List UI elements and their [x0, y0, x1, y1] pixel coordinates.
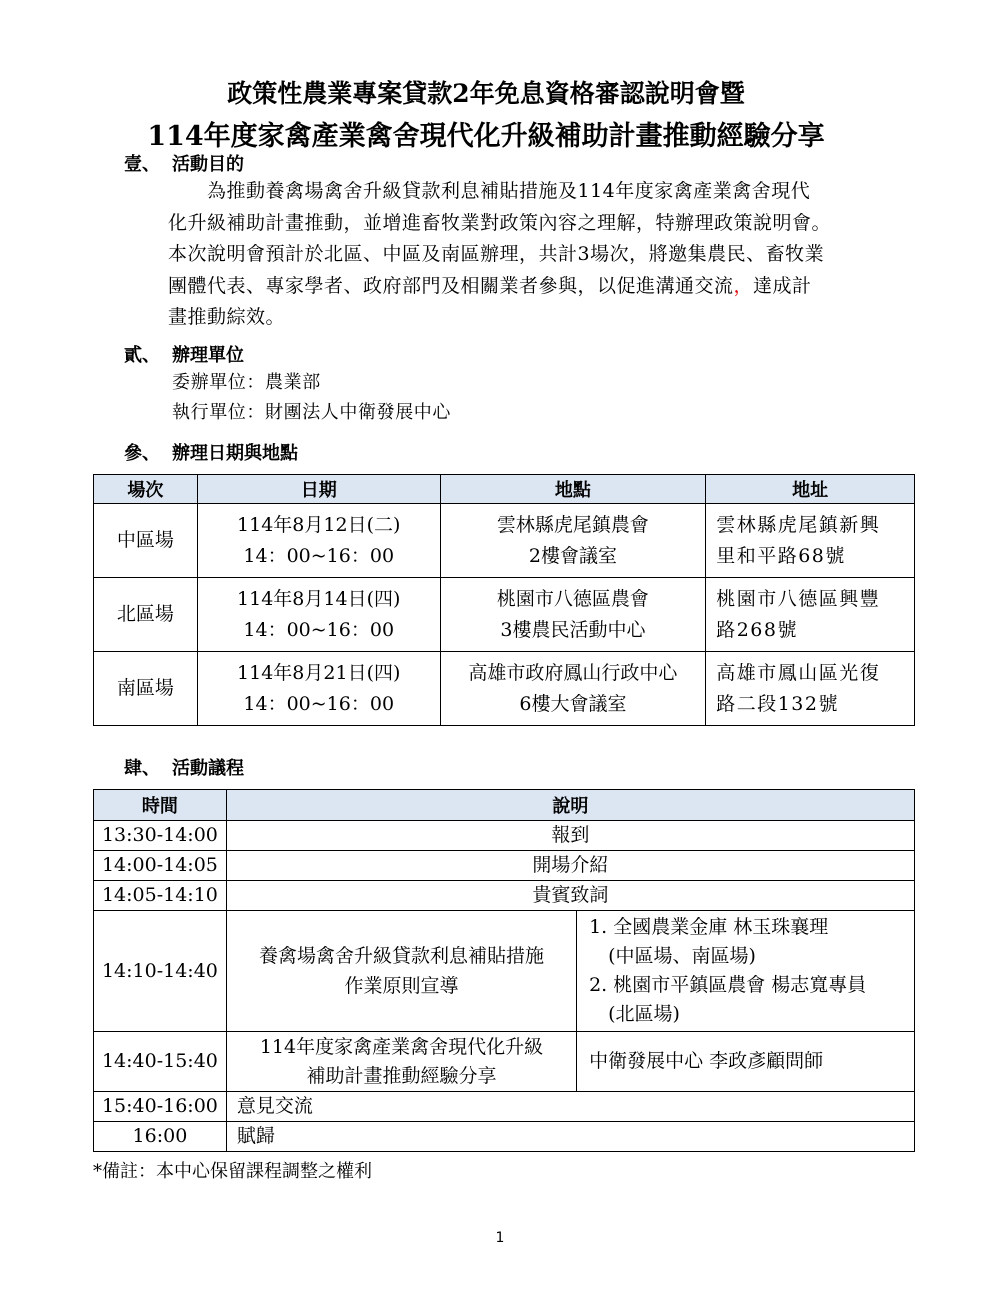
venue-line: 高雄市政府鳳山行政中心 [468, 661, 678, 684]
address-line: 桃園市八德區興豐 [716, 587, 881, 610]
date-cell [197, 504, 440, 578]
address-line: 路268號 [716, 618, 798, 641]
date-text: 114年8月12日(二) [237, 513, 401, 536]
date-text: 114年8月14日(四) [237, 587, 401, 610]
session-cell: 北區場 [94, 578, 198, 652]
speaker-line: 2. 桃園市平鎮區農會 楊志寬專員 [589, 974, 867, 996]
agenda-description: 賦歸 [226, 1122, 914, 1152]
agenda-row [94, 911, 915, 1032]
agenda-time: 15:40-16:00 [94, 1092, 227, 1122]
date-cell [197, 652, 440, 726]
agenda-description: 開場介紹 [226, 851, 914, 881]
venue-line: 6樓大會議室 [519, 692, 627, 715]
topic-line: 作業原則宣導 [344, 975, 459, 997]
section1-heading [124, 150, 244, 176]
date-text: 114年8月21日(四) [237, 661, 401, 684]
topic-line: 補助計畫推動經驗分享 [306, 1064, 497, 1087]
executor-line: 執行單位：財團法人中衛發展中心 [172, 402, 451, 423]
agenda-time: 14:10-14:40 [94, 911, 227, 1032]
speaker-line: (北區場) [589, 1003, 680, 1025]
time-text: 14：00~16：00 [243, 618, 395, 641]
time-text: 14：00~16：00 [243, 544, 395, 567]
agenda-time: 13:30-14:00 [94, 821, 227, 851]
document-title-line2: 114年度家禽產業禽舍現代化升級補助計畫推動經驗分享 [147, 121, 825, 152]
time-text: 14：00~16：00 [243, 692, 395, 715]
header-time: 時間 [94, 790, 227, 821]
venue-cell [440, 652, 706, 726]
paragraph-text: 達成計 [753, 274, 812, 297]
agenda-topic [226, 911, 576, 1032]
header-session: 場次 [94, 475, 198, 504]
agenda-table-header [94, 790, 915, 821]
address-line: 路二段132號 [716, 692, 839, 715]
venue-row-north [94, 578, 915, 652]
agenda-description: 意見交流 [226, 1092, 914, 1122]
paragraph-line: 本次說明會預計於北區、中區及南區辦理，共計3場次，將邀集農民、畜牧業 [168, 243, 825, 265]
section3-title: 辦理日期與地點 [172, 443, 298, 464]
speaker-line: (中區場、南區場) [589, 945, 756, 967]
address-line: 雲林縣虎尾鎮新興 [716, 513, 881, 536]
header-address: 地址 [706, 475, 915, 504]
venue-row-south [94, 652, 915, 726]
venue-line: 雲林縣虎尾鎮農會 [496, 513, 649, 536]
address-line: 里和平路68號 [716, 544, 846, 567]
section4-heading [124, 754, 244, 780]
agenda-time: 14:40-15:40 [94, 1032, 227, 1092]
header-venue: 地點 [440, 475, 706, 504]
page-number: 1 [495, 1230, 505, 1246]
venue-line: 2樓會議室 [528, 544, 617, 567]
section2-title: 辦理單位 [172, 345, 244, 366]
venue-line: 桃園市八德區農會 [496, 587, 649, 610]
venue-row-central [94, 504, 915, 578]
address-cell [706, 652, 915, 726]
section4-title: 活動議程 [172, 758, 244, 779]
agenda-row [94, 881, 915, 911]
venue-cell [440, 578, 706, 652]
paragraph-line [168, 271, 928, 303]
venue-table [93, 474, 915, 726]
session-cell: 中區場 [94, 504, 198, 578]
venue-line: 3樓農民活動中心 [500, 618, 646, 641]
paragraph-line: 化升級補助計畫推動，並增進畜牧業對政策內容之理解，特辦理政策說明會。 [168, 211, 832, 234]
address-cell [706, 504, 915, 578]
agenda-row [94, 821, 915, 851]
date-cell [197, 578, 440, 652]
speaker-line: 1. 全國農業金庫 林玉珠襄理 [589, 916, 829, 938]
agenda-row [94, 1092, 915, 1122]
paragraph-text: 團體代表、專家學者、政府部門及相關業者參與，以促進溝通交流 [168, 274, 734, 297]
agenda-table [93, 789, 915, 1152]
section1-title: 活動目的 [172, 154, 244, 175]
topic-line: 114年度家禽產業禽舍現代化升級 [259, 1035, 544, 1058]
agenda-row [94, 1032, 915, 1092]
address-line: 高雄市鳳山區光復 [716, 661, 881, 684]
agenda-time: 16:00 [94, 1122, 227, 1152]
paragraph-line: 為推動養禽場禽舍升級貸款利息補貼措施及114年度家禽產業禽舍現代 [168, 180, 811, 202]
session-cell: 南區場 [94, 652, 198, 726]
section2-heading [124, 341, 244, 367]
agenda-speakers [577, 911, 915, 1032]
agenda-description: 報到 [226, 821, 914, 851]
agenda-description: 貴賓致詞 [226, 881, 914, 911]
agenda-speaker: 中衛發展中心 李政彥顧問師 [577, 1032, 915, 1092]
agenda-row [94, 851, 915, 881]
section1-paragraph [168, 176, 928, 334]
red-comma: ， [733, 274, 754, 297]
section3-heading [124, 439, 298, 465]
section3-number: 參、 [124, 443, 160, 464]
section4-number: 肆、 [124, 758, 160, 779]
venue-cell [440, 504, 706, 578]
agenda-time: 14:00-14:05 [94, 851, 227, 881]
section1-number: 壹、 [124, 154, 160, 175]
agenda-topic [226, 1032, 576, 1092]
header-description: 說明 [226, 790, 914, 821]
header-date: 日期 [197, 475, 440, 504]
paragraph-line: 畫推動綜效。 [168, 306, 286, 328]
section2-number: 貳、 [124, 345, 160, 366]
footnote: *備註：本中心保留課程調整之權利 [93, 1161, 372, 1182]
topic-line: 養禽場禽舍升級貸款利息補貼措施 [258, 945, 544, 967]
organizer-line: 委辦單位：農業部 [172, 372, 321, 393]
agenda-row [94, 1122, 915, 1152]
agenda-time: 14:05-14:10 [94, 881, 227, 911]
venue-table-header [94, 475, 915, 504]
document-title-line1: 政策性農業專案貸款2年免息資格審認說明會暨 [227, 79, 745, 108]
address-cell [706, 578, 915, 652]
